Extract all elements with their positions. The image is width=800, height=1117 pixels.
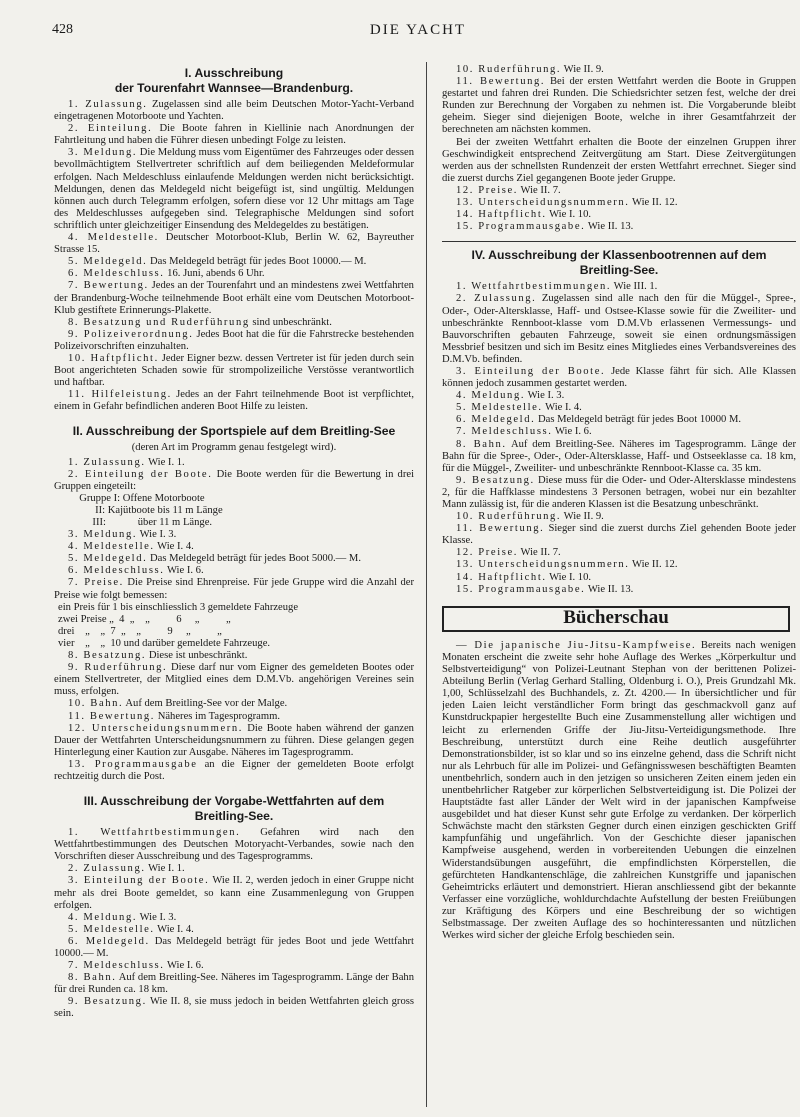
paragraph bbox=[54, 960, 414, 972]
paragraph bbox=[54, 123, 414, 147]
clause-text: Auf dem Breitling-See. Näheres im Tagesprogramm. Länge der Bahn für drei Runden ca. 18 km. bbox=[54, 972, 414, 996]
section-heading-line: IV. Ausschreibung der Klassenbootrennen auf dem bbox=[471, 248, 767, 263]
table-line: drei „ „ 7 „ „ 9 „ „ bbox=[58, 625, 222, 637]
clause-label: 4. Meldung. bbox=[456, 390, 526, 402]
clause-text: Bei der zweiten Wettfahrt erhalten die Boote der einzelnen Gruppen ihrer Geschwindigkeit entsprechend Zeitvergütung am Start. Diese Zeitvergütungen werden aus der schnellsten Rundenzeit der ersten Wettfahrt errechnet. Sieger sind die zuerst durchs Ziel gegangenen Boote jeder Gruppe. bbox=[442, 136, 796, 184]
clause-label: 9. Besatzung. bbox=[68, 996, 147, 1008]
table-line: Gruppe I: Offene Motorboote bbox=[58, 492, 205, 504]
paragraph bbox=[442, 281, 796, 293]
clause-text: Jedes an der Fahrt teilnehmende Boot ist verpflichtet, einem in Gefahr befindlichen anderen Boot Hilfe zu leisten. bbox=[54, 389, 414, 413]
clause-label: 2. Einteilung der Boote. bbox=[68, 468, 213, 480]
indented-table bbox=[58, 602, 414, 650]
clause-label: 4. Meldestelle. bbox=[68, 232, 159, 244]
clause-text: Wie I. 3. bbox=[527, 390, 565, 402]
paragraph bbox=[442, 64, 796, 76]
paragraph bbox=[442, 523, 796, 547]
clause-label: 12. Preise. bbox=[456, 547, 519, 559]
clause-label: 15. Programmausgabe. bbox=[456, 221, 586, 233]
clause-text: Jede Klasse fährt für sich. Alle Klassen können jedoch zusammen gestartet werden. bbox=[442, 365, 796, 390]
table-line: vier „ „ 10 und darüber gemeldete Fahrzeuge. bbox=[58, 637, 271, 649]
paragraph bbox=[54, 280, 414, 316]
clause-text: Deutscher Motorboot-Klub, Berlin W. 62, Bayreuther Strasse 15. bbox=[54, 232, 414, 256]
paragraph bbox=[442, 439, 796, 475]
clause-text: sind unbeschränkt. bbox=[252, 316, 332, 328]
section-subtitle: (deren Art im Programm genau festgelegt wird). bbox=[131, 442, 337, 454]
clause-text: Bereits nach wenigen Monaten erscheint die zweite sehr hohe Auflage des Werkes „Körperkultur und Selbstverteidigung“ von Polizei-Leutnant Stephan von der berittenen Polizei-Abteilung Berlin (Verlag Gerhard Stalling, Oldenburg i. O.), Preis Grundzahl Mk. 1,00, Schlüsselzahl des Buchhandels, z. Zt. 4200.— In übersichtlicher und für jeden Laien leicht verständlicher Form bringt das geschmackvoll ganz auf Kunstdruckpapier hergestellte Buch eine Zusammenstellung aller wichtigen und leicht zu erlernenden Griffe der Jiu-Jitsu-Verteidigungsmethode. Ihre Beschreibung, unterstützt durch eine Reihe deutlich ausgeführter Demonstrationsbilder, ist so klar und so ins einzelne gehend, dass die Schrift nicht nur als Lehrbuch für alle im Polizei- und Gefängnisswesen beschäftigten Beamten unentbehrlich, sondern auch in den jetzigen so unsicheren Zeiten einem jeden ein unentbehrlicher Ratgeber zur körperlichen Selbstverteidigung ist. Die Polizei der Hauptstädte fast aller Länder der Welt wird in der japanischen Kampfweise ausgebildet und hat dieser Kunst sehr gute Erfolge zu verdanken. Der körperlich Schwächste macht den stärksten Gegner durch einen einzigen geschickten Griff kampfunfähig und ungefährlich. Von der Geschichte dieser japanischen Kampfweise ausgehend, werden in vorbereitenden Uebungen die einzelnen Widerstandsübungen ausgeführt, die empfindlichsten Körperstellen, die gefürchteten Handkantenschläge, die zahlreichen Kunstgriffe und japanischen Geheimtricks erläutert und demonstriert. Hieran anschliessend gibt der bekannte Verfasser eine vorzügliche, wohldurchdachte Aufstellung der besten Freiübungen zur Kräftigung des Körpers und eine Beschreibung der so wichtigen Selbstmassage. Der zweiten Auflage des so hochinteressanten und nützlichen Werkes wird sicher der gleiche Erfolg beschieden sein. bbox=[442, 639, 796, 942]
clause-text: Wie I. 4. bbox=[157, 923, 194, 935]
clause-label: 2. Einteilung. bbox=[68, 123, 153, 135]
section-heading bbox=[54, 424, 414, 439]
page-number: 428 bbox=[52, 22, 73, 37]
paragraph bbox=[54, 99, 414, 123]
clause-label: 1. Wettfahrtbestimmungen. bbox=[456, 281, 612, 293]
clause-text: Wie I. 10. bbox=[549, 571, 592, 583]
clause-label: 9. Polizeiverordnung. bbox=[68, 328, 194, 340]
table-line: ein Preis für 1 bis einschliesslich 3 gemeldete Fahrzeuge bbox=[58, 601, 299, 613]
paragraph bbox=[54, 827, 414, 863]
clause-text: Das Meldegeld beträgt für jedes Boot 10000.— M. bbox=[150, 256, 367, 268]
journal-title: DIE YACHT bbox=[369, 22, 467, 38]
left-column bbox=[54, 64, 414, 1109]
paragraph bbox=[54, 317, 414, 329]
clause-label: 10. Ruderführung. bbox=[456, 511, 562, 523]
clause-label: 10. Ruderführung. bbox=[456, 64, 562, 75]
clause-text: Zugelassen sind alle nach den für die Müggel-, Spree-, Oder-, Oder-Altersklasse, Haff- und Ostsee-Klasse sowie für die Zweiliter- und unbeschränkte Rennboot-klasse vom D.M.Vb erlassenen Vermessungs- und Bauvorschriften gebauten Fahrzeuge, soweit sie einen ordnungsmässigen Messbrief besitzen und sich im Besitz eines Mitgliedes eines Verbandsvereines des D.M.Vb. befinden. bbox=[442, 293, 796, 365]
clause-text: Wie II. 9. bbox=[563, 511, 604, 523]
table-line: III: über 11 m Länge. bbox=[58, 517, 213, 528]
paragraph bbox=[442, 640, 796, 942]
clause-text: Die Boote haben während der ganzen Dauer der Wettfahrten Unterscheidungsnummern zu führen. Diese gelangen gegen Hinterlegung einer Kaution zur Ausgabe. Näheres im Tagesprogramm. bbox=[54, 722, 414, 758]
clause-text: Die Boote fahren in Kiellinie nach Anordnungen der Fahrtleitung und haben die Führer diesen unbedingt Folge zu leisten. bbox=[54, 123, 414, 147]
clause-text: Wie I. 10. bbox=[549, 209, 592, 221]
paragraph bbox=[54, 353, 414, 389]
spacer bbox=[54, 413, 414, 422]
clause-label: 12. Unterscheidungsnummern. bbox=[68, 722, 244, 734]
clause-label: 7. Preise. bbox=[68, 577, 124, 589]
paragraph bbox=[442, 390, 796, 402]
clause-text: Sieger sind die zuerst durchs Ziel gehenden Boote jeder Klasse. bbox=[442, 523, 796, 547]
section-heading bbox=[54, 66, 414, 96]
clause-text: Jedes an der Tourenfahrt und an mindestens zwei Wettfahrten der Brandenburg-Woche teilnehmende Boot erhält eine vom Deutschen Motorboot-Klub gestiftete Erinnerungs-Plakette. bbox=[54, 280, 414, 316]
clause-label: — Die japanische Jiu-Jitsu-Kampfweise. bbox=[456, 639, 697, 651]
clause-text: Gefahren wird nach den Wettfahrtbestimmungen des Deutschen Motoryacht-Verbandes, sowie nach den Vorschriften dieser Ausschreibung und des Tagesprogramms. bbox=[54, 827, 414, 863]
clause-label: 5. Meldestelle. bbox=[456, 402, 543, 414]
clause-label: 11. Bewertung. bbox=[456, 76, 546, 88]
paragraph bbox=[442, 414, 796, 426]
paragraph bbox=[54, 529, 414, 541]
clause-text: Wie II. 7. bbox=[520, 184, 561, 196]
paragraph bbox=[442, 293, 796, 366]
section-heading-line: I. Ausschreibung bbox=[184, 66, 284, 80]
paragraph bbox=[442, 185, 796, 197]
paragraph bbox=[54, 577, 414, 601]
clause-text: Bei der ersten Wettfahrt werden die Boote in Gruppen gestartet und fahren drei Runden. Die Schiedsrichter setzen fest, welche der drei Runden zur Berechnung der Vorgaben zu nehmen ist. Die Vorgaberunde bleibt geheim. Sieger sind diejenigen Boote, welche in ihrer Gesamtfahrzeit der berechneten am nächsten kommen. bbox=[442, 76, 796, 136]
paragraph bbox=[442, 366, 796, 390]
clause-label: 2. Zulassung. bbox=[68, 863, 146, 875]
clause-label: 3. Einteilung der Boote. bbox=[456, 365, 606, 377]
paragraph bbox=[442, 584, 796, 596]
book-review-heading: Bücherschau bbox=[442, 606, 790, 632]
clause-label: 7. Bewertung. bbox=[68, 280, 149, 292]
clause-text: Die Meldung muss vom Eigentümer des Fahrzeuges oder dessen bevollmächtigtem Stellvertreter schriftlich auf dem beiliegenden Meldeformular erfolgen. Nach Meldeschluss einlaufende Meldungen werden nicht berücksichtigt. Meldungen, denen das Meldegeld nicht beigefügt ist, sind ungültig. Meldungen können auch durch Telegramm erfolgen, sofern diese vor 12 Uhr mittags am Tage des Meldeschlusses aufgegeben sind. Telegraphische Meldungen sind sofort schriftlich unter gleichzeitiger Einsendung des Meldegeldes zu bestätigen. bbox=[54, 147, 414, 231]
paragraph bbox=[442, 547, 796, 559]
section-heading-line: Breitling-See. bbox=[194, 809, 274, 824]
clause-text: Wie II. 12. bbox=[632, 559, 678, 571]
clause-label: 7. Meldeschluss. bbox=[456, 426, 553, 438]
clause-label: 14. Haftpflicht. bbox=[456, 571, 547, 583]
clause-label: 12. Preise. bbox=[456, 184, 519, 196]
clause-label: 8. Besatzung. bbox=[68, 650, 147, 662]
clause-text: Wie II. 7. bbox=[520, 547, 561, 559]
clause-text: Zugelassen sind alle beim Deutschen Motor-Yacht-Verband eingetragenen Motorboote und Yachten. bbox=[54, 99, 414, 123]
paragraph bbox=[442, 197, 796, 209]
table-line: zwei Preise „ 4 „ „ 6 „ „ bbox=[58, 613, 231, 625]
spacer bbox=[54, 783, 414, 792]
clause-text: Wie I. 6. bbox=[166, 565, 204, 577]
paragraph bbox=[442, 221, 796, 233]
clause-text: Wie I. 3. bbox=[139, 529, 177, 541]
clause-label: 4. Meldung. bbox=[68, 911, 138, 923]
paragraph bbox=[442, 559, 796, 571]
clause-text: Diese darf nur vom Eigner des gemeldeten Bootes oder einem Stellvertreter, der Mitglied eines dem D.M.Vb. angehörigen Vereines sein muss, erfolgen. bbox=[54, 662, 414, 698]
paragraph bbox=[54, 972, 414, 996]
clause-text: Wie I. 4. bbox=[157, 541, 194, 553]
clause-text: Wie II. 8, sie muss jedoch in beiden Wettfahrten gleich gross sein. bbox=[54, 996, 414, 1020]
paragraph bbox=[442, 76, 796, 136]
paragraph bbox=[442, 426, 796, 438]
clause-text: Diese muss für die Oder- und Oder-Altersklasse mindestens 2, für die Haffklasse mindestens 3 Personen betragen, wobei nur ein bezahlter Mann zulässig ist, für die anderen Klassen ist die Besatzung unbeschränkt. bbox=[442, 474, 796, 510]
clause-text: Das Meldegeld beträgt für jedes Boot 5000.— M. bbox=[150, 553, 361, 565]
clause-text: Wie I. 4. bbox=[545, 402, 582, 414]
right-column bbox=[442, 64, 796, 1109]
paragraph bbox=[54, 759, 414, 783]
clause-label: 9. Ruderführung. bbox=[68, 662, 168, 674]
clause-text: Auf dem Breitling-See vor der Malge. bbox=[125, 698, 288, 710]
paragraph bbox=[54, 469, 414, 493]
paragraph bbox=[54, 232, 414, 256]
column-divider bbox=[426, 62, 427, 1107]
clause-label: 2. Zulassung. bbox=[456, 293, 537, 305]
clause-label: 3. Meldung. bbox=[68, 147, 138, 159]
clause-text: Wie II. 9. bbox=[563, 64, 604, 75]
paragraph bbox=[54, 924, 414, 936]
clause-text: Das Meldegeld beträgt für jedes Boot 10000 M. bbox=[538, 414, 742, 426]
table-line: II: Kajütboote bis 11 m Länge bbox=[58, 504, 223, 516]
section-heading bbox=[442, 248, 796, 278]
paragraph bbox=[54, 996, 414, 1020]
section-heading-line: Breitling-See. bbox=[579, 263, 659, 278]
paragraph bbox=[54, 723, 414, 759]
clause-label: 10. Bahn. bbox=[68, 698, 124, 710]
clause-label: 13. Unterscheidungsnummern. bbox=[456, 197, 630, 209]
clause-text: Wie I. 3. bbox=[139, 911, 177, 923]
clause-label: 8. Bahn. bbox=[68, 972, 117, 984]
clause-label: 6. Meldeschluss. bbox=[68, 268, 165, 280]
paragraph bbox=[54, 698, 414, 710]
clause-label: 3. Meldung. bbox=[68, 529, 138, 541]
clause-text: Das Meldegeld beträgt für jedes Boot und jede Wettfahrt 10000.— M. bbox=[54, 935, 414, 959]
section-rule bbox=[442, 241, 796, 242]
clause-label: 11. Bewertung. bbox=[68, 710, 156, 722]
clause-label: 13. Unterscheidungsnummern. bbox=[456, 559, 630, 571]
running-head bbox=[52, 22, 784, 42]
clause-text: an die Eigner der gemeldeten Boote erfolgt rechtzeitig durch die Post. bbox=[54, 758, 414, 782]
paragraph bbox=[442, 209, 796, 221]
paragraph bbox=[54, 268, 414, 280]
paragraph bbox=[54, 541, 414, 553]
clause-label: 11. Bewertung. bbox=[456, 523, 545, 535]
paragraph bbox=[54, 389, 414, 413]
paragraph bbox=[54, 565, 414, 577]
clause-text: Wie II. 13. bbox=[587, 221, 634, 233]
clause-label: 8. Bahn. bbox=[456, 438, 507, 450]
clause-label: 6. Meldegeld. bbox=[68, 935, 150, 947]
section-heading-line: der Tourenfahrt Wannsee—Brandenburg. bbox=[114, 81, 354, 95]
clause-label: 11. Hilfeleistung. bbox=[68, 389, 172, 401]
clause-label: 15. Programmausgabe. bbox=[456, 583, 586, 595]
clause-text: Die Boote werden für die Bewertung in drei Gruppen eingeteilt: bbox=[54, 468, 414, 492]
paragraph bbox=[54, 147, 414, 232]
clause-label: 10. Haftpflicht. bbox=[68, 352, 159, 364]
clause-label: 9. Besatzung. bbox=[456, 474, 535, 486]
paragraph bbox=[54, 329, 414, 353]
paragraph bbox=[54, 711, 414, 723]
clause-label: 6. Meldegeld. bbox=[456, 414, 536, 426]
section-heading-line: II. Ausschreibung der Sportspiele auf dem Breitling-See bbox=[72, 424, 396, 439]
paragraph bbox=[54, 662, 414, 698]
clause-label: 13. Programmausgabe bbox=[68, 758, 198, 770]
clause-text: Jeder Eigner bezw. dessen Vertreter ist für jeden durch sein Boot angerichteten Schaden sowie für strompolizeiliche Verstösse verantwortlich und haftbar. bbox=[54, 352, 414, 389]
paragraph bbox=[442, 402, 796, 414]
clause-label: 4. Meldestelle. bbox=[68, 541, 155, 553]
paragraph bbox=[442, 511, 796, 523]
clause-text: Wie II. 2, werden jedoch in einer Gruppe nicht mehr als drei Boote gemeldet, so kann eine Zusammenlegung von Gruppen erfolgen. bbox=[54, 875, 414, 911]
section-heading bbox=[54, 794, 414, 824]
clause-text: Wie I. 6. bbox=[554, 426, 592, 438]
paragraph bbox=[442, 137, 796, 185]
indented-table bbox=[58, 493, 414, 529]
paragraph bbox=[54, 553, 414, 565]
clause-label: 5. Meldegeld. bbox=[68, 553, 148, 565]
clause-text: 16. Juni, abends 6 Uhr. bbox=[167, 268, 265, 280]
paragraph bbox=[442, 475, 796, 511]
clause-label: 3. Einteilung der Boote. bbox=[68, 875, 210, 887]
clause-text: Wie II. 12. bbox=[632, 197, 678, 209]
clause-label: 8. Besatzung und Ruderführung bbox=[68, 316, 250, 328]
clause-text: Jedes Boot hat die für die Fahrstrecke bestehenden Polizeivorschriften einzuhalten. bbox=[54, 328, 414, 352]
paragraph bbox=[442, 572, 796, 584]
clause-text: Wie I. 1. bbox=[148, 456, 185, 468]
clause-text: Wie I. 1. bbox=[148, 863, 185, 875]
clause-label: 5. Meldestelle. bbox=[68, 923, 155, 935]
paragraph bbox=[54, 863, 414, 875]
paragraph bbox=[54, 936, 414, 960]
clause-label: 14. Haftpflicht. bbox=[456, 209, 547, 221]
paragraph bbox=[54, 457, 414, 469]
clause-text: Näheres im Tagesprogramm. bbox=[157, 710, 281, 722]
clause-text: Wie I. 6. bbox=[166, 960, 204, 972]
clause-text: Wie II. 13. bbox=[587, 583, 634, 595]
clause-label: 7. Meldeschluss. bbox=[68, 960, 165, 972]
clause-label: 1. Wettfahrtbestimmungen. bbox=[68, 827, 241, 839]
clause-text: Wie III. 1. bbox=[613, 281, 658, 293]
clause-label: 1. Zulassung. bbox=[68, 99, 148, 110]
paragraph bbox=[54, 912, 414, 924]
clause-text: Die Preise sind Ehrenpreise. Für jede Gruppe wird die Anzahl der Preise wie folgt bemessen: bbox=[54, 577, 414, 601]
clause-text: Auf dem Breitling-See. Näheres im Tagesprogramm. Länge der Bahn für die Spree-, Oder-, Oder-Altersklasse, Haff- und Ostseeklasse ca. 18 km, für die Müggel-, Zweiliter- und unbeschränkte Rennboot-Klasse ca. 35 km. bbox=[442, 438, 796, 474]
clause-label: 5. Meldegeld. bbox=[68, 256, 148, 268]
section-heading-line: III. Ausschreibung der Vorgabe-Wettfahrten auf dem bbox=[83, 794, 385, 809]
clause-text: Diese ist unbeschränkt. bbox=[148, 650, 248, 662]
paragraph bbox=[54, 256, 414, 268]
clause-label: 6. Meldeschluss. bbox=[68, 565, 165, 577]
paragraph bbox=[54, 875, 414, 911]
paragraph bbox=[54, 650, 414, 662]
clause-label: 1. Zulassung. bbox=[68, 456, 146, 468]
